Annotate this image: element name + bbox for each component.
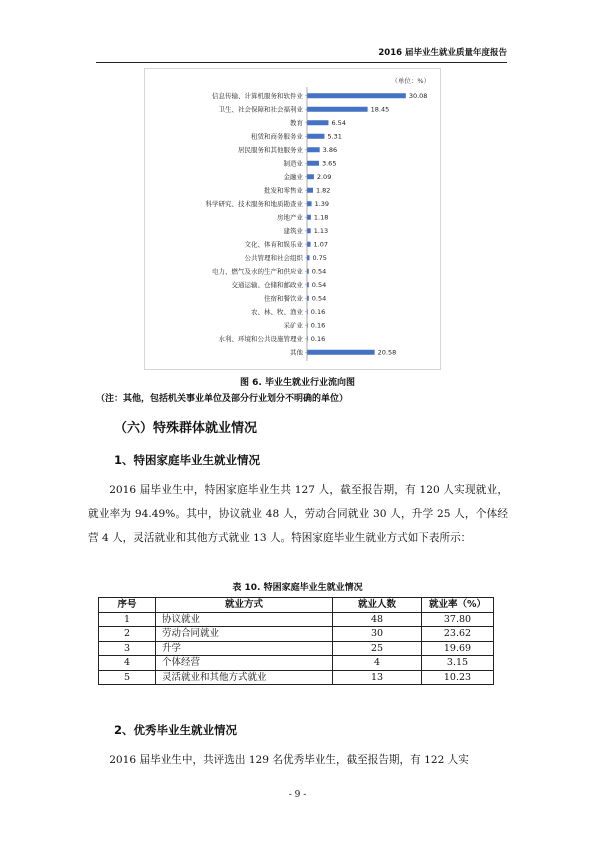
chart-category-label: 公共管理和社会组织 (244, 254, 303, 263)
chart-data-label: 6.54 (331, 119, 346, 128)
cell-index: 4 (99, 656, 156, 671)
chart-data-label: 20.58 (377, 348, 397, 357)
cell-count: 25 (333, 641, 422, 656)
table-header-row (99, 598, 494, 613)
cell-count: 4 (333, 656, 422, 671)
chart-bar (307, 134, 324, 139)
chart-category-label: 制造业 (283, 159, 303, 168)
chart-category-label: 交通运输、仓储和邮政业 (231, 281, 303, 290)
subsection-2-text: 2016 届毕业生中，共评选出 129 名优秀毕业生，截至报告期，有 122 人实 (109, 754, 469, 766)
employment-table (98, 597, 494, 685)
chart-data-label: 1.18 (313, 213, 329, 222)
cell-rate: 23.62 (422, 627, 494, 642)
chart-bar (307, 228, 311, 233)
cell-index: 1 (99, 612, 156, 627)
chart-category-label: 建筑业 (283, 227, 303, 236)
chart-data-label: 0.16 (310, 321, 326, 330)
cell-method: 升学 (156, 641, 333, 656)
subsection-1-title: 1、特困家庭毕业生就业情况 (114, 453, 261, 467)
chart-bar (307, 215, 311, 220)
page-number: - 9 - (288, 790, 307, 800)
table-row (99, 656, 494, 671)
figure-note: （注：其他，包括机关事业单位及部分行业划分不明确的单位） (96, 394, 349, 404)
cell-count: 30 (333, 627, 422, 642)
col-header-count: 就业人数 (333, 598, 422, 613)
col-header-method: 就业方式 (156, 598, 333, 613)
chart-data-label: 1.13 (313, 227, 329, 236)
chart-bar (307, 107, 368, 112)
subsection-2-paragraph (88, 748, 508, 772)
chart-data-label: 18.45 (370, 105, 390, 114)
chart-bar (307, 161, 319, 166)
cell-count: 48 (333, 612, 422, 627)
chart-category-label: 住宿和餐饮业 (264, 294, 303, 303)
chart-data-label: 0.16 (310, 308, 326, 317)
chart-bar (307, 350, 375, 355)
cell-index: 3 (99, 641, 156, 656)
chart-data-label: 1.39 (314, 200, 330, 209)
section-title: （六）特殊群体就业情况 (114, 421, 258, 436)
chart-category-label: 居民服务和其他服务业 (238, 146, 303, 155)
chart-bar (307, 242, 311, 247)
chart-category-label: 教育 (290, 119, 303, 128)
chart-data-label: 2.09 (316, 173, 332, 182)
chart-category-label: 水利、环境和公共设施管理业 (218, 335, 303, 344)
chart-category-label: 采矿业 (283, 321, 303, 330)
table-row (99, 612, 494, 627)
table-row (99, 627, 494, 642)
cell-index: 5 (99, 670, 156, 685)
col-header-rate: 就业率（%） (422, 598, 494, 613)
chart-category-label: 文化、体育和娱乐业 (244, 240, 303, 249)
industry-chart (144, 68, 441, 370)
chart-data-label: 3.65 (321, 159, 337, 168)
chart-bar (307, 188, 313, 193)
chart-category-label: 卫生、社会保障和社会福利业 (218, 105, 303, 114)
col-header-index: 序号 (99, 598, 156, 613)
chart-data-label: 1.07 (313, 240, 329, 249)
header-title: 2016 届毕业生就业质量年度报告 (378, 48, 507, 58)
subsection-1-text: 2016 届毕业生中，特困家庭毕业生共 127 人，截至报告期，有 120 人实现就业，就业率为 94.49%。其中，协议就业 48 人，劳动合同就业 30 人，升学 25 人，个体经营 4 人，灵活就业和其他方式就业 13 人。特困家庭毕业生就业方式如下表所示： (88, 484, 508, 544)
chart-unit-label: （单位：%） (391, 77, 430, 85)
figure-caption: 图 6. 毕业生就业行业流向图 (240, 378, 355, 388)
chart-bar (307, 201, 312, 206)
table-caption: 表 10. 特困家庭毕业生就业情况 (232, 583, 363, 593)
table-row (99, 670, 494, 685)
subsection-1-paragraph (88, 478, 508, 550)
table-row (99, 641, 494, 656)
chart-data-label: 0.54 (311, 281, 327, 290)
chart-category-label: 金融业 (283, 173, 303, 182)
chart-data-label: 0.54 (311, 294, 327, 303)
chart-bar (307, 174, 314, 179)
chart-svg (145, 69, 440, 369)
cell-method: 劳动合同就业 (156, 627, 333, 642)
chart-data-label: 3.86 (322, 146, 338, 155)
cell-rate: 3.15 (422, 656, 494, 671)
chart-category-label: 信息传输、计算机服务和软件业 (212, 92, 303, 101)
cell-method: 个体经营 (156, 656, 333, 671)
chart-data-label: 5.31 (327, 132, 342, 141)
chart-data-label: 0.75 (312, 254, 327, 263)
cell-index: 2 (99, 627, 156, 642)
chart-category-label: 批发和零售业 (264, 186, 303, 195)
cell-method: 协议就业 (156, 612, 333, 627)
chart-bar (307, 120, 328, 125)
chart-data-label: 0.16 (310, 335, 326, 344)
chart-data-label: 1.82 (315, 186, 331, 195)
cell-count: 13 (333, 670, 422, 685)
chart-bar (307, 147, 320, 152)
chart-category-label: 农、林、牧、渔业 (251, 308, 303, 317)
chart-category-label: 电力、燃气及水的生产和供应业 (212, 267, 303, 276)
subsection-2-title: 2、优秀毕业生就业情况 (114, 723, 238, 737)
chart-bar (307, 93, 406, 98)
cell-method: 灵活就业和其他方式就业 (156, 670, 333, 685)
chart-bar (307, 255, 309, 260)
chart-data-label: 30.08 (408, 92, 428, 101)
chart-category-label: 房地产业 (277, 213, 303, 222)
chart-data-label: 0.54 (311, 267, 327, 276)
cell-rate: 19.69 (422, 641, 494, 656)
cell-rate: 10.23 (422, 670, 494, 685)
running-header (96, 46, 507, 63)
chart-category-label: 其他 (290, 348, 303, 357)
cell-rate: 37.80 (422, 612, 494, 627)
chart-category-label: 科学研究、技术服务和地质勘查业 (205, 200, 303, 209)
chart-category-label: 租赁和商务服务业 (251, 132, 303, 141)
